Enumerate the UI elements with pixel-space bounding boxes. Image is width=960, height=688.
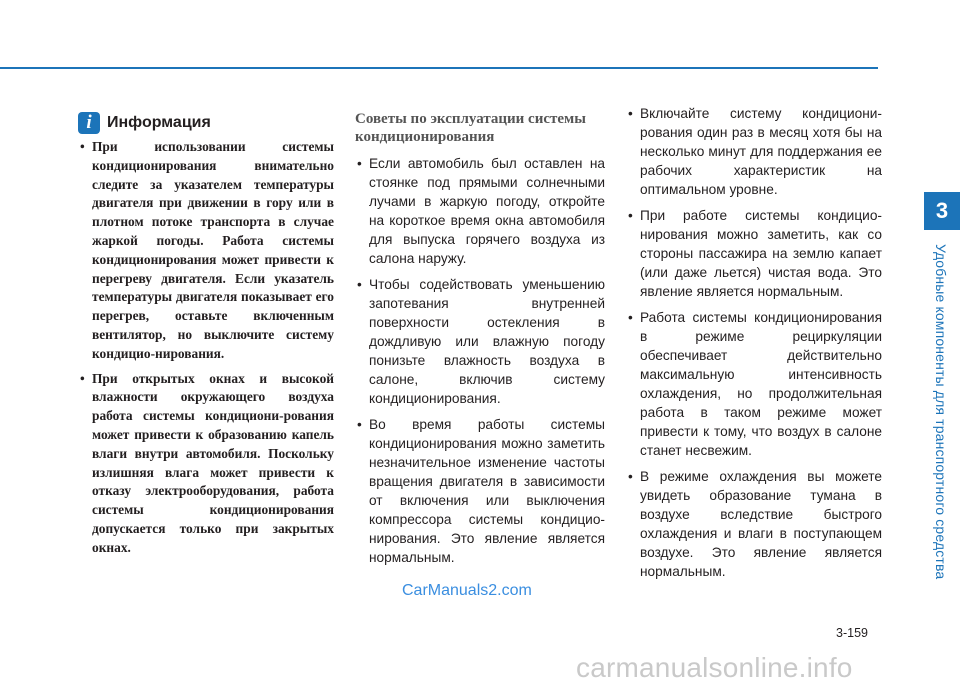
tips-list xyxy=(355,154,605,567)
tip-item: • Включайте систему кондициони-рования один раз в месяц хотя бы на несколько минут для поддержания ее рабочих характеристик на оптимальном уровне. xyxy=(626,104,882,199)
info-icon: i xyxy=(78,112,100,134)
watermark-link[interactable]: CarManuals2.com xyxy=(402,582,532,599)
header-rule xyxy=(0,67,878,69)
tips-continued-section xyxy=(626,104,882,588)
tip-item: • При работе системы кондицио-нирования можно заметить, как со стороны пассажира на землю капает (или даже льется) чистая вода. Это явление является нормальным. xyxy=(626,206,882,301)
tip-item: • Чтобы содействовать уменьшению запотевания внутренней поверхности остекления в дождливую или влажную погоду понизьте влажность воздуха в салоне, включив систему кондиционирования. xyxy=(355,275,605,408)
chapter-number: 3 xyxy=(935,198,949,223)
info-item: • При использовании системы кондиционирования внимательно следите за указателем температуры двигателя при движении в гору или в плотном потоке транспорта в случае жаркой погоды. Работа системы кондиционирования может привести к перегреву двигателя. Если указатель температуры двигателя показывает его перегрев, оставьте включенным вентилятор, но выключите систему кондицио-нирования. xyxy=(78,138,334,364)
info-section xyxy=(78,110,334,564)
tips-continued-list xyxy=(626,104,882,581)
tip-item: • Во время работы системы кондиционирования можно заметить незначительное изменение частоты вращения двигателя в зависимости от включения или выключения компрессора системы кондицио-нирования. Это явление является нормальным. xyxy=(355,415,605,567)
footer-watermark: carmanualsonline.info xyxy=(576,652,853,683)
info-title: Информация xyxy=(107,114,211,131)
page-number: 3-159 xyxy=(836,626,868,640)
info-item: • При открытых окнах и высокой влажности окружающего воздуха работа системы кондициони-рования может привести к образованию капель влаги внутри автомобиля. Поскольку излишняя влага может привести к отказу электрооборудования, работа системы кондиционирования допускается только при закрытых окнах. xyxy=(78,370,334,558)
tip-item: • Работа системы кондиционирования в режиме рециркуляции обеспечивает действительно максимальную интенсивность охлаждения, но продолжительная работа в таком режиме может привести к тому, что воздух в салоне станет несвежим. xyxy=(626,308,882,460)
info-header xyxy=(78,110,334,136)
tips-title: Советы по эксплуатации системы кондиционирования xyxy=(355,111,586,145)
chapter-tab xyxy=(924,192,960,230)
chapter-title: Удобные компоненты для транспортного средства xyxy=(933,244,949,580)
info-list xyxy=(78,138,334,558)
tip-item: • Если автомобиль был оставлен на стоянке под прямыми солнечными лучами в жаркую погоду, откройте на короткое время окна автомобиля для выпуска горячего воздуха из салона наружу. xyxy=(355,154,605,268)
tips-section xyxy=(355,110,605,574)
tip-item: • В режиме охлаждения вы можете увидеть образование тумана в воздухе вследствие быстрого охлаждения и влаги в поступающем воздухе. Это явление является нормальным. xyxy=(626,467,882,581)
